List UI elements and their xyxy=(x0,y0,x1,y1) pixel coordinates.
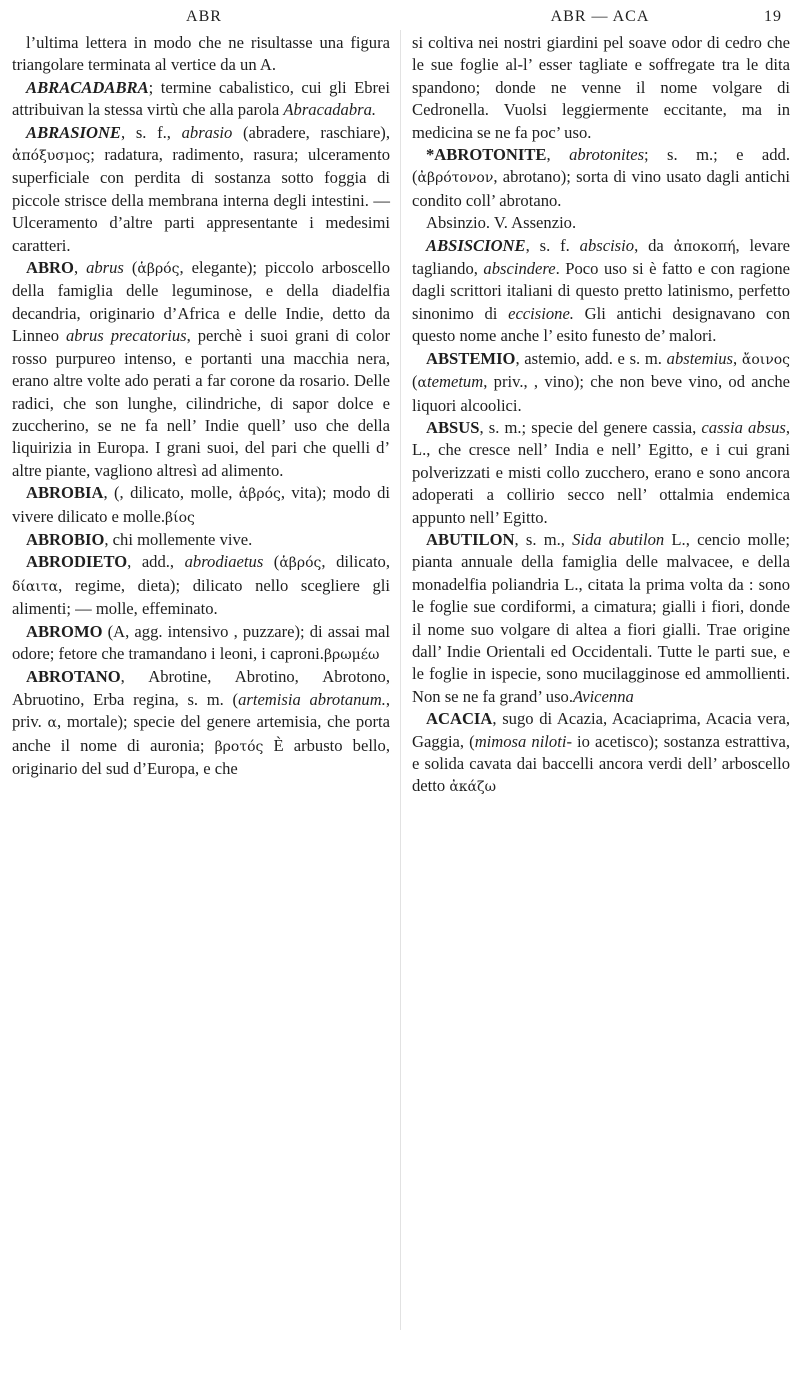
right-column xyxy=(412,32,790,799)
entry-text: , s. f., xyxy=(121,122,182,142)
entry-text: si coltiva nei nostri giardini pel soave odor di cedro che le sue foglie al-l’ esser tagliate e soffregate tra le dita spandono; donde ne venne il nome volgare di Cedronella. Vuolsi leggiermente eccitante, ma in medicina se ne fa poc’ uso. xyxy=(412,33,790,142)
italic-term: mimosa niloti- xyxy=(474,731,572,751)
entry-text: , dilicato, xyxy=(321,552,390,572)
entry-text: l’ultima lettera in modo che ne risultasse una figura triangolare terminata al vertice da un A. xyxy=(12,33,390,75)
entry-text: , s. f. xyxy=(525,235,580,255)
page-number: 19 xyxy=(764,8,782,25)
greek-etymology: βροτός xyxy=(214,738,264,755)
dictionary-entry xyxy=(412,32,790,144)
dictionary-entry xyxy=(412,235,790,348)
greek-etymology: α xyxy=(47,715,57,732)
entry-text: , add., xyxy=(127,552,185,572)
entry-headword: ABRODIETO xyxy=(26,552,128,572)
entry-text: , abrotano); sorta di vino usato dagli antichi condito coll’ abrotano. xyxy=(412,167,790,210)
entry-headword: ABROMO xyxy=(26,621,103,641)
italic-term: artemisia abrotanum. xyxy=(238,689,386,709)
greek-etymology: ἁβρός xyxy=(238,486,281,503)
right-running-head-text: ABR — ACA xyxy=(550,8,650,25)
entry-text: , ( xyxy=(103,483,120,503)
entry-text: , s. m., xyxy=(514,529,573,549)
right-running-head xyxy=(412,8,788,26)
entry-text: , priv., xyxy=(483,372,534,392)
entry-text: , levare tagliando, xyxy=(412,235,791,279)
entry-headword: ABRACADABRA xyxy=(26,77,149,97)
italic-term: eccisione. xyxy=(508,303,574,323)
entry-text: , vita); modo di vivere dilicato e molle. xyxy=(12,483,390,526)
entry-headword: ACACIA xyxy=(426,709,493,729)
dictionary-entry xyxy=(12,122,390,257)
italic-term: abscindere xyxy=(483,259,556,279)
greek-etymology: βρωμέω xyxy=(323,646,380,663)
italic-term: abrotonites xyxy=(569,145,645,165)
italic-term: Abracadabra. xyxy=(283,100,377,120)
dictionary-entry xyxy=(12,257,390,482)
greek-etymology: ἀβρότονον xyxy=(417,170,494,187)
entry-text: , vino); che non beve vino, od anche liquori alcoolici. xyxy=(412,372,790,415)
entry-text: ; s. m.; e add. ( xyxy=(412,145,791,187)
entry-text: L., cencio molle; pianta annuale della famiglia delle malvacee, e della monadelfia poliandria L., citata la prima volta da xyxy=(412,529,791,594)
entry-text: , da xyxy=(634,235,674,255)
italic-term: abrasio xyxy=(181,122,233,142)
entry-text: , xyxy=(73,258,87,278)
entry-text: , Abrotine, Abrotino, Abrotono, Abruotino, Erba regina, s. m. ( xyxy=(12,667,390,709)
entry-text: , puzzare); di assai mal odore; fetore che tramandano i leoni, i caproni. xyxy=(12,621,390,663)
greek-etymology: α xyxy=(417,375,427,392)
entry-text: ; radatura, radimento, rasura; ulceramento superficiale con perdita di sostanza sotto foggia di piccole strisce della membrana interna degli intestini. — Ulceramento d’altre parti appresentante i medesimi caratteri. xyxy=(12,145,390,255)
entry-text: (A, agg. intensivo xyxy=(102,621,234,641)
entry-text: ( xyxy=(263,552,280,572)
entry-text: È arbusto bello, originario del sud d’Europa, e che xyxy=(12,735,390,778)
italic-term: temetum xyxy=(427,372,484,392)
dictionary-entry xyxy=(12,621,390,667)
greek-etymology: ἀπόξυσμος xyxy=(12,148,91,165)
entry-text: , mortale); specie del genere artemisia, che porta anche il nome di auronia; xyxy=(12,712,390,755)
dictionary-entry xyxy=(412,348,790,417)
entry-text: (abradere, raschiare), xyxy=(232,122,390,142)
greek-etymology: ἄοινος xyxy=(741,351,791,368)
greek-etymology: βίος xyxy=(164,509,195,526)
greek-etymology: ἀποκοπή xyxy=(673,238,736,255)
italic-term: cassia absus xyxy=(701,417,786,437)
entry-headword: ABSUS xyxy=(426,417,480,437)
dictionary-entry xyxy=(12,482,390,529)
entry-text: , astemio, add. e s. m. xyxy=(515,348,667,368)
entry-text: , s. m.; specie del genere cassia, xyxy=(479,417,702,437)
entry-text: , priv. xyxy=(12,689,391,732)
entry-text: , regime, dieta); dilicato nello scegliere gli alimenti; — molle, effeminato. xyxy=(12,575,390,619)
entry-text: ( xyxy=(123,258,138,278)
entry-text: io acetisco); sostanza estrattiva, e solida cavata dai baccelli ancora verdi dell’ arboscello detto xyxy=(412,731,790,796)
italic-term: Sida abutilon xyxy=(572,529,665,549)
entry-text: ; termine cabalistico, cui gli Ebrei attribuivan la stessa virtù che alla parola xyxy=(12,77,390,120)
entry-headword: *ABROTONITE xyxy=(426,145,547,165)
dictionary-entry xyxy=(412,708,790,799)
entry-text: , xyxy=(546,145,570,165)
dictionary-entry xyxy=(412,529,790,708)
italic-term: abrodiaetus xyxy=(184,552,264,572)
entry-text: , xyxy=(733,348,742,368)
dictionary-entry xyxy=(12,529,390,551)
entry-headword: ABSISCIONE xyxy=(426,235,526,255)
dictionary-entry xyxy=(412,144,790,212)
entry-text: , sugo di Acazia, Acaciaprima, Acacia vera, Gaggia, ( xyxy=(412,709,790,751)
entry-text: , dilicato, molle, xyxy=(119,483,239,503)
greek-etymology: ἀκάζω xyxy=(449,779,496,796)
entry-text: , elegante); piccolo arboscello della famiglia delle leguminose, e della diadelfia decandria, originario d’Africa e delle Indie, detto da Linneo xyxy=(12,258,390,346)
entry-text: , L., che cresce nell’ India e nell’ Egitto, e i cui grani polverizzati e misti collo zucchero, erano e sono ancora adoperati a collirio secco nell’ ottalmia endemica appunto nell’ Egitto. xyxy=(412,417,790,527)
italic-term: abrus precatorius xyxy=(65,326,187,346)
greek-etymology: ἁβρός xyxy=(137,261,180,278)
entry-text: Gli antichi designavano con questo nome anche l’ esito funesto de’ malori. xyxy=(412,303,791,346)
italic-term: abscisio xyxy=(579,235,635,255)
greek-etymology: ἁβρός xyxy=(279,555,322,572)
entry-text: , chi mollemente vive. xyxy=(104,529,253,549)
entry-headword: ABRASIONE xyxy=(26,122,121,142)
entry-text: Absinzio. V. Assenzio. xyxy=(426,213,577,233)
italic-term: abstemius xyxy=(666,348,734,368)
dictionary-entry xyxy=(12,77,390,122)
italic-term: abrus xyxy=(86,258,124,278)
entry-headword: ABROBIO xyxy=(26,529,105,549)
greek-etymology: δίαιτα xyxy=(12,578,59,595)
dictionary-entry xyxy=(412,417,790,529)
entry-headword: ABROTANO xyxy=(26,667,121,687)
column-divider xyxy=(400,30,401,1330)
dictionary-entry xyxy=(12,666,390,780)
dictionary-entry xyxy=(412,212,790,234)
entry-headword: ABRO xyxy=(26,258,74,278)
dictionary-entry xyxy=(12,32,390,77)
entry-text: , perchè i suoi grani di color rosso purpureo intenso, e portanti una macchia nera, erano altre volte ado perati a far corone da rosario. Delle radici, che son lunghe, cilindriche, di sapor dolce e zuccherino, se ne fa nell’ Indie quell’ uso che della liquirizia in Europa. I grani suoi, del pari che quelli d’ altre piante, vagliono altresì ad alimento. xyxy=(12,326,391,480)
left-running-head: ABR xyxy=(186,8,222,25)
entry-headword: ABUTILON xyxy=(426,529,515,549)
entry-headword: ABROBIA xyxy=(26,483,104,503)
dictionary-entry xyxy=(12,551,390,620)
italic-term: Avicenna xyxy=(572,686,634,706)
entry-text: ( xyxy=(412,372,418,392)
left-column xyxy=(12,32,390,780)
entry-headword: ABSTEMIO xyxy=(426,348,516,368)
entry-text: : sono le foglie sue cordiformi, a cimatura; gialli i fiori, donde il nome suo volgare di altea a fiori gialli. Trae origine dall’ Indie Orientali ed Occidentali. Tutte le parti sue, e le foglie in ispecie, sono mucilagginose ed ammollienti. Non se ne fa grand’ uso. xyxy=(412,574,791,706)
entry-text: . Poco uso si è fatto e con ragione dagli scrittori italiani di questo pretto latinismo, perfetto sinonimo di xyxy=(412,259,791,323)
